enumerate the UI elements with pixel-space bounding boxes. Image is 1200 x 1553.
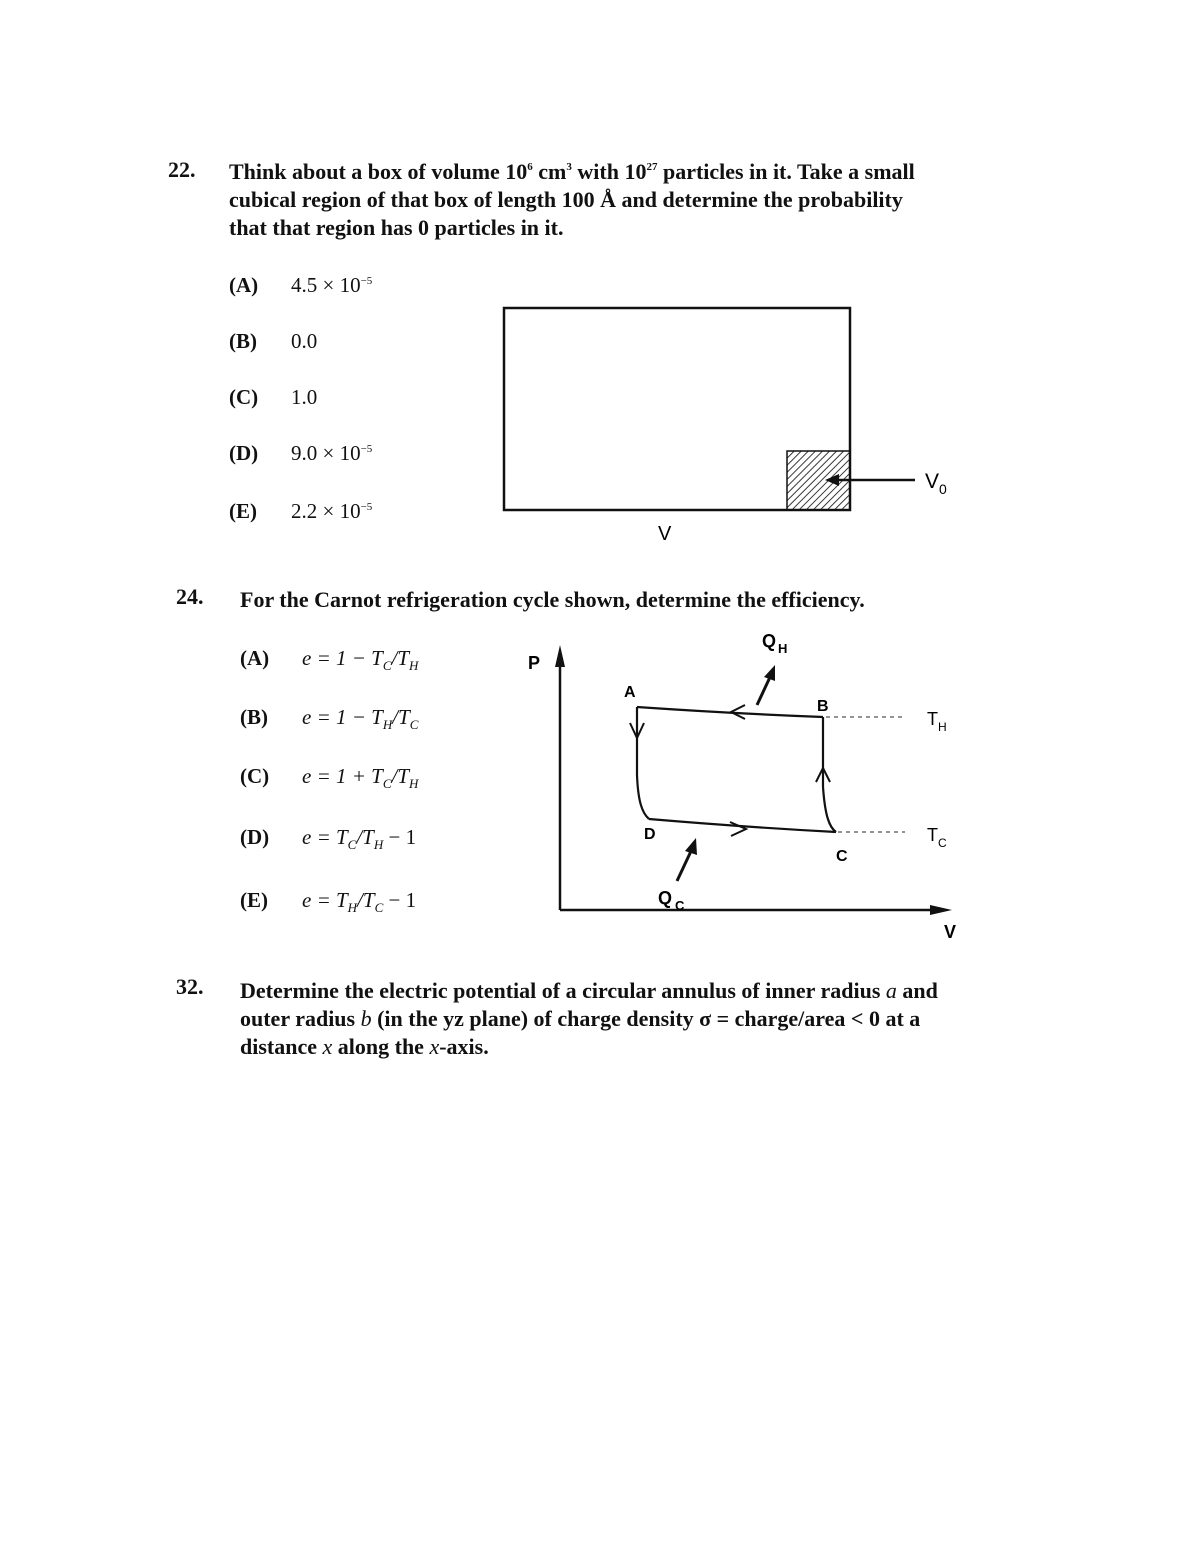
q22-option-e[interactable]: (E) $2.2 \times 10^{-5}$ [229, 499, 373, 523]
point-c-label: C [836, 848, 848, 865]
volume-label: V [658, 523, 672, 545]
q22-line-3: that that region has 0 particles in it. [229, 215, 564, 240]
qc-label: Q $_C$ [658, 888, 685, 913]
v-axis-arrowhead [930, 905, 952, 915]
q24-option-a[interactable]: (A) $e = 1 - T_C/T_H$ [240, 646, 419, 673]
q32-number: 32. [176, 974, 204, 999]
carnot-pv-diagram [520, 625, 980, 945]
q32-text [240, 977, 1040, 1061]
p-axis-label: P [528, 653, 541, 673]
q22-text [229, 158, 1009, 242]
box-figure [490, 295, 970, 545]
q24-number: 24. [176, 584, 204, 609]
point-a-label: A [624, 684, 636, 701]
q24-text: For the Carnot refrigeration cycle shown, determine the efficiency. [240, 587, 865, 612]
qc-arrowhead [685, 838, 697, 855]
subvolume-label: $V_0$ [925, 470, 947, 497]
q22-option-b[interactable]: (B) 0.0 [229, 329, 318, 353]
q22-line-1: Think about a box of volume $10^6$ $cm^3$ with $10^{27}$ particles in it. Take a small [229, 159, 915, 184]
q24-option-d[interactable]: (D) $e = T_C/T_H - 1$ [240, 825, 417, 852]
q32-line-2: outer radius b (in the yz plane) of charge density σ = charge/area < 0 at a [240, 1006, 921, 1031]
point-b-label: B [817, 698, 829, 715]
q24-option-b[interactable]: (B) $e = 1 - T_H/T_C$ [240, 705, 419, 732]
adiabat-bc-lower [823, 787, 836, 832]
q24-option-e[interactable]: (E) $e = T_H/T_C - 1$ [240, 888, 417, 915]
q24-option-c[interactable]: (C) $e = 1 + T_C/T_H$ [240, 764, 419, 791]
qh-arrowhead [764, 665, 775, 681]
arrow-b-to-a [731, 705, 745, 719]
q22-number: 22. [168, 157, 196, 182]
point-d-label: D [644, 826, 656, 843]
v-axis-label: V [944, 922, 957, 942]
adiabat-ad-lower [637, 775, 649, 819]
q22-option-a[interactable]: (A) $4.5 \times 10^{-5}$ [229, 273, 373, 297]
th-label: $T_H$ [927, 709, 947, 734]
q32-line-3: distance x along the x-axis. [240, 1034, 489, 1059]
arrow-d-to-c [730, 822, 746, 836]
q22-line-2: cubical region of that box of length 100 Å and determine the probability [229, 187, 903, 212]
qh-arrow-line [757, 675, 771, 705]
qh-label: Q $_H$ [762, 631, 788, 656]
q22-option-d[interactable]: (D) $9.0 \times 10^{-5}$ [229, 441, 373, 465]
q22-option-c[interactable]: (C) 1.0 [229, 385, 318, 409]
qc-arrow-line [677, 849, 692, 881]
p-axis-arrowhead [555, 645, 565, 667]
tc-label: $T_C$ [927, 825, 947, 850]
q32-line-1: Determine the electric potential of a circular annulus of inner radius a and [240, 978, 938, 1003]
